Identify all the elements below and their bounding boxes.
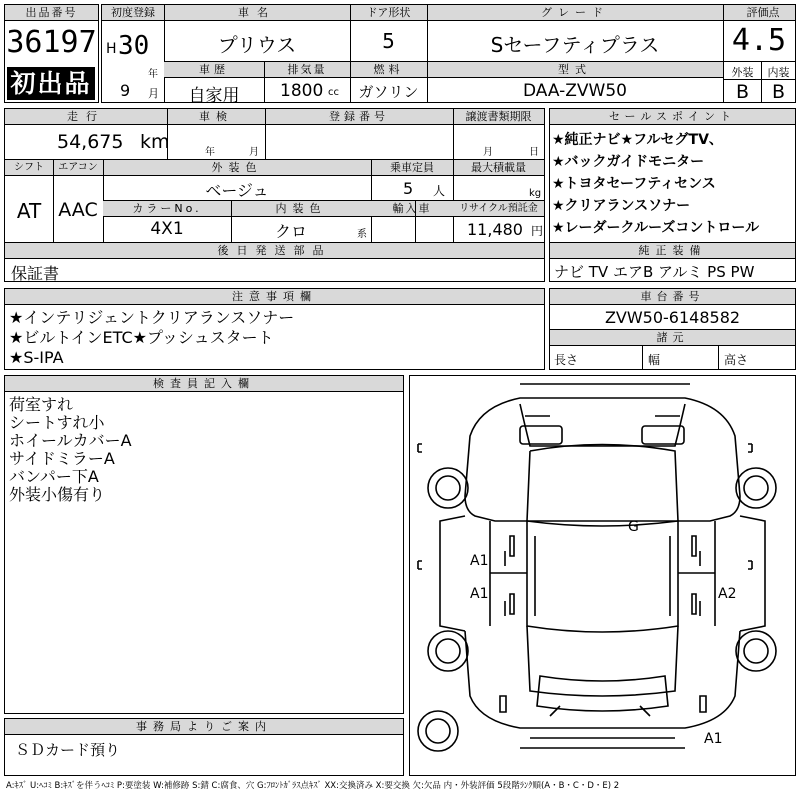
era: H (106, 41, 117, 57)
grade: Sセーフティプラス (490, 33, 660, 57)
sales-point: ★レーダークルーズコントロール (552, 220, 760, 236)
transfer-label: 譲渡書類期限 (465, 110, 532, 123)
history: 自家用 (188, 86, 240, 106)
capacity-label: 乗車定員 (390, 161, 434, 174)
recycle: 11,480 (467, 220, 523, 239)
width-label: 幅 (648, 353, 661, 367)
inspection-month-unit: 月 (249, 147, 259, 158)
inspector-line: 外装小傷有り (9, 485, 106, 504)
sales-point: ★クリアランスソナー (552, 198, 691, 214)
office-block (4, 718, 404, 776)
interior-grade: B (771, 81, 786, 103)
detail-block (4, 108, 545, 282)
ac-label: エアコン (58, 162, 98, 173)
ext-color-label: 外装色 (211, 161, 263, 174)
header-block (101, 4, 796, 106)
doors: 5 (382, 29, 395, 53)
lot-number: 36197 (6, 25, 97, 60)
damage-mark-roof: G (628, 519, 639, 535)
exterior-grade: B (735, 81, 750, 103)
displacement-label: 排気量 (287, 63, 327, 76)
reg-year: 30 (118, 31, 150, 61)
score-label: 評価点 (731, 5, 795, 21)
inspector-line: 荷室すれ (9, 395, 74, 414)
inspector-block (4, 375, 404, 714)
note-line: ★ビルトインETC★プッシュスタート (9, 328, 274, 347)
inspector-line: ホイールカバーA (9, 431, 132, 450)
history-label: 車歴 (199, 63, 229, 76)
lot-label: 出品番号 (5, 5, 98, 21)
shift: AT (16, 199, 42, 223)
inspector-line: バンパー下A (9, 467, 99, 486)
length-label: 長さ (554, 353, 579, 367)
import-label: 輸入車 (392, 202, 432, 215)
mileage-label: 走行 (67, 110, 105, 123)
notes-block (4, 288, 545, 370)
person-unit: 人 (433, 184, 446, 198)
car-name: プリウス (217, 33, 297, 57)
grade-label: グレード (541, 6, 609, 19)
inspector-line: シートすれ小 (9, 413, 105, 432)
mileage: 54,675 (57, 131, 124, 153)
recycle-label: リサイクル預託金 (459, 203, 538, 214)
damage-mark-rear-bumper: A1 (704, 731, 723, 747)
score: 4.5 (731, 23, 787, 58)
inspector-line: サイドミラーA (9, 449, 115, 468)
inspection-label: 車検 (199, 110, 233, 123)
damage-mark-left-front-door: A1 (470, 553, 489, 569)
yen-unit: 円 (531, 224, 544, 238)
equip-label: 純正装備 (550, 243, 795, 259)
month-unit: 月 (148, 87, 159, 100)
legend-text: A:ｷｽﾞ U:ﾍｺﾐ B:ｷｽﾞを伴うﾍｺﾐ P:要塗装 W:補修跡 S:錆 C:腐食、穴 G:ﾌﾛﾝﾄｶﾞﾗｽ点ｷｽﾞ XX:交換済み X:要交換 欠:欠品 内・外装評価 5段階ﾗﾝｸ順(A・B・C・D・E) 2 (6, 781, 620, 791)
first-reg-label: 初度登録 (111, 6, 155, 19)
kg-unit: kg (529, 188, 542, 199)
notes-label: 注意事項欄 (5, 289, 544, 305)
chassis-number: ZVW50-6148582 (604, 308, 741, 327)
note-line: ★S-IPA (9, 348, 64, 367)
regno-label: 登録番号 (329, 110, 389, 123)
interior-label: 内装 (767, 66, 790, 79)
cc-unit: cc (328, 87, 339, 98)
car-outline (410, 376, 795, 775)
height-label: 高さ (724, 353, 749, 367)
int-color: クロ (274, 222, 307, 241)
colorno: 4X1 (150, 219, 184, 239)
sales-point: ★純正ナビ★フルセグTV、 (552, 132, 723, 148)
equipment: ナビ TV エアB アルミ PS PW (554, 263, 755, 281)
office-text: ＳＤカード預り (15, 741, 121, 759)
inspection-year-unit: 年 (205, 147, 215, 158)
damage-mark-left-rear-door: A1 (470, 586, 489, 602)
car-diagram (409, 375, 796, 776)
car-name-label: 車名 (238, 6, 276, 19)
kei-unit: 系 (357, 229, 367, 240)
model: DAA-ZVW50 (522, 81, 627, 101)
lot-block (4, 4, 99, 103)
chassis-block (549, 288, 796, 370)
maxload-label: 最大積載量 (471, 161, 526, 174)
transfer-day-unit: 日 (529, 147, 539, 158)
chassis-label: 車台番号 (550, 289, 795, 305)
km-unit: km (140, 131, 170, 153)
sales-point: ★トヨタセーフティセンス (552, 176, 716, 192)
inspector-label: 検査員記入欄 (5, 376, 403, 392)
fuel-label: 燃料 (373, 63, 404, 76)
note-line: ★インテリジェントクリアランスソナー (9, 308, 295, 327)
capacity: 5 (403, 179, 414, 198)
fuel: ガソリン (358, 83, 419, 101)
int-color-label: 内装色 (275, 202, 327, 215)
displacement: 1800 (280, 81, 324, 101)
office-label: 事務局よりご案内 (5, 719, 403, 735)
reg-month: 9 (120, 81, 131, 100)
sales-point: ★バックガイドモニター (552, 154, 705, 170)
sales-block (549, 108, 796, 282)
transfer-month-unit: 月 (483, 147, 493, 158)
door-label: ドア形状 (366, 6, 411, 19)
later-parts-label: 後日発送部品 (5, 243, 544, 259)
year-unit: 年 (148, 69, 158, 80)
dims-label: 諸元 (550, 330, 795, 346)
later-parts: 保証書 (11, 264, 60, 283)
ext-color: ベージュ (205, 181, 269, 200)
first-listing-badge: 初出品 (7, 67, 95, 100)
ac: AAC (58, 199, 98, 221)
shift-label: シフト (14, 162, 44, 173)
damage-mark-right-rear-door: A2 (718, 586, 737, 602)
sales-label: セールスポイント (550, 109, 795, 125)
model-label: 型式 (558, 63, 592, 76)
exterior-label: 外装 (731, 66, 754, 79)
colorno-label: カラーNo. (132, 202, 202, 215)
